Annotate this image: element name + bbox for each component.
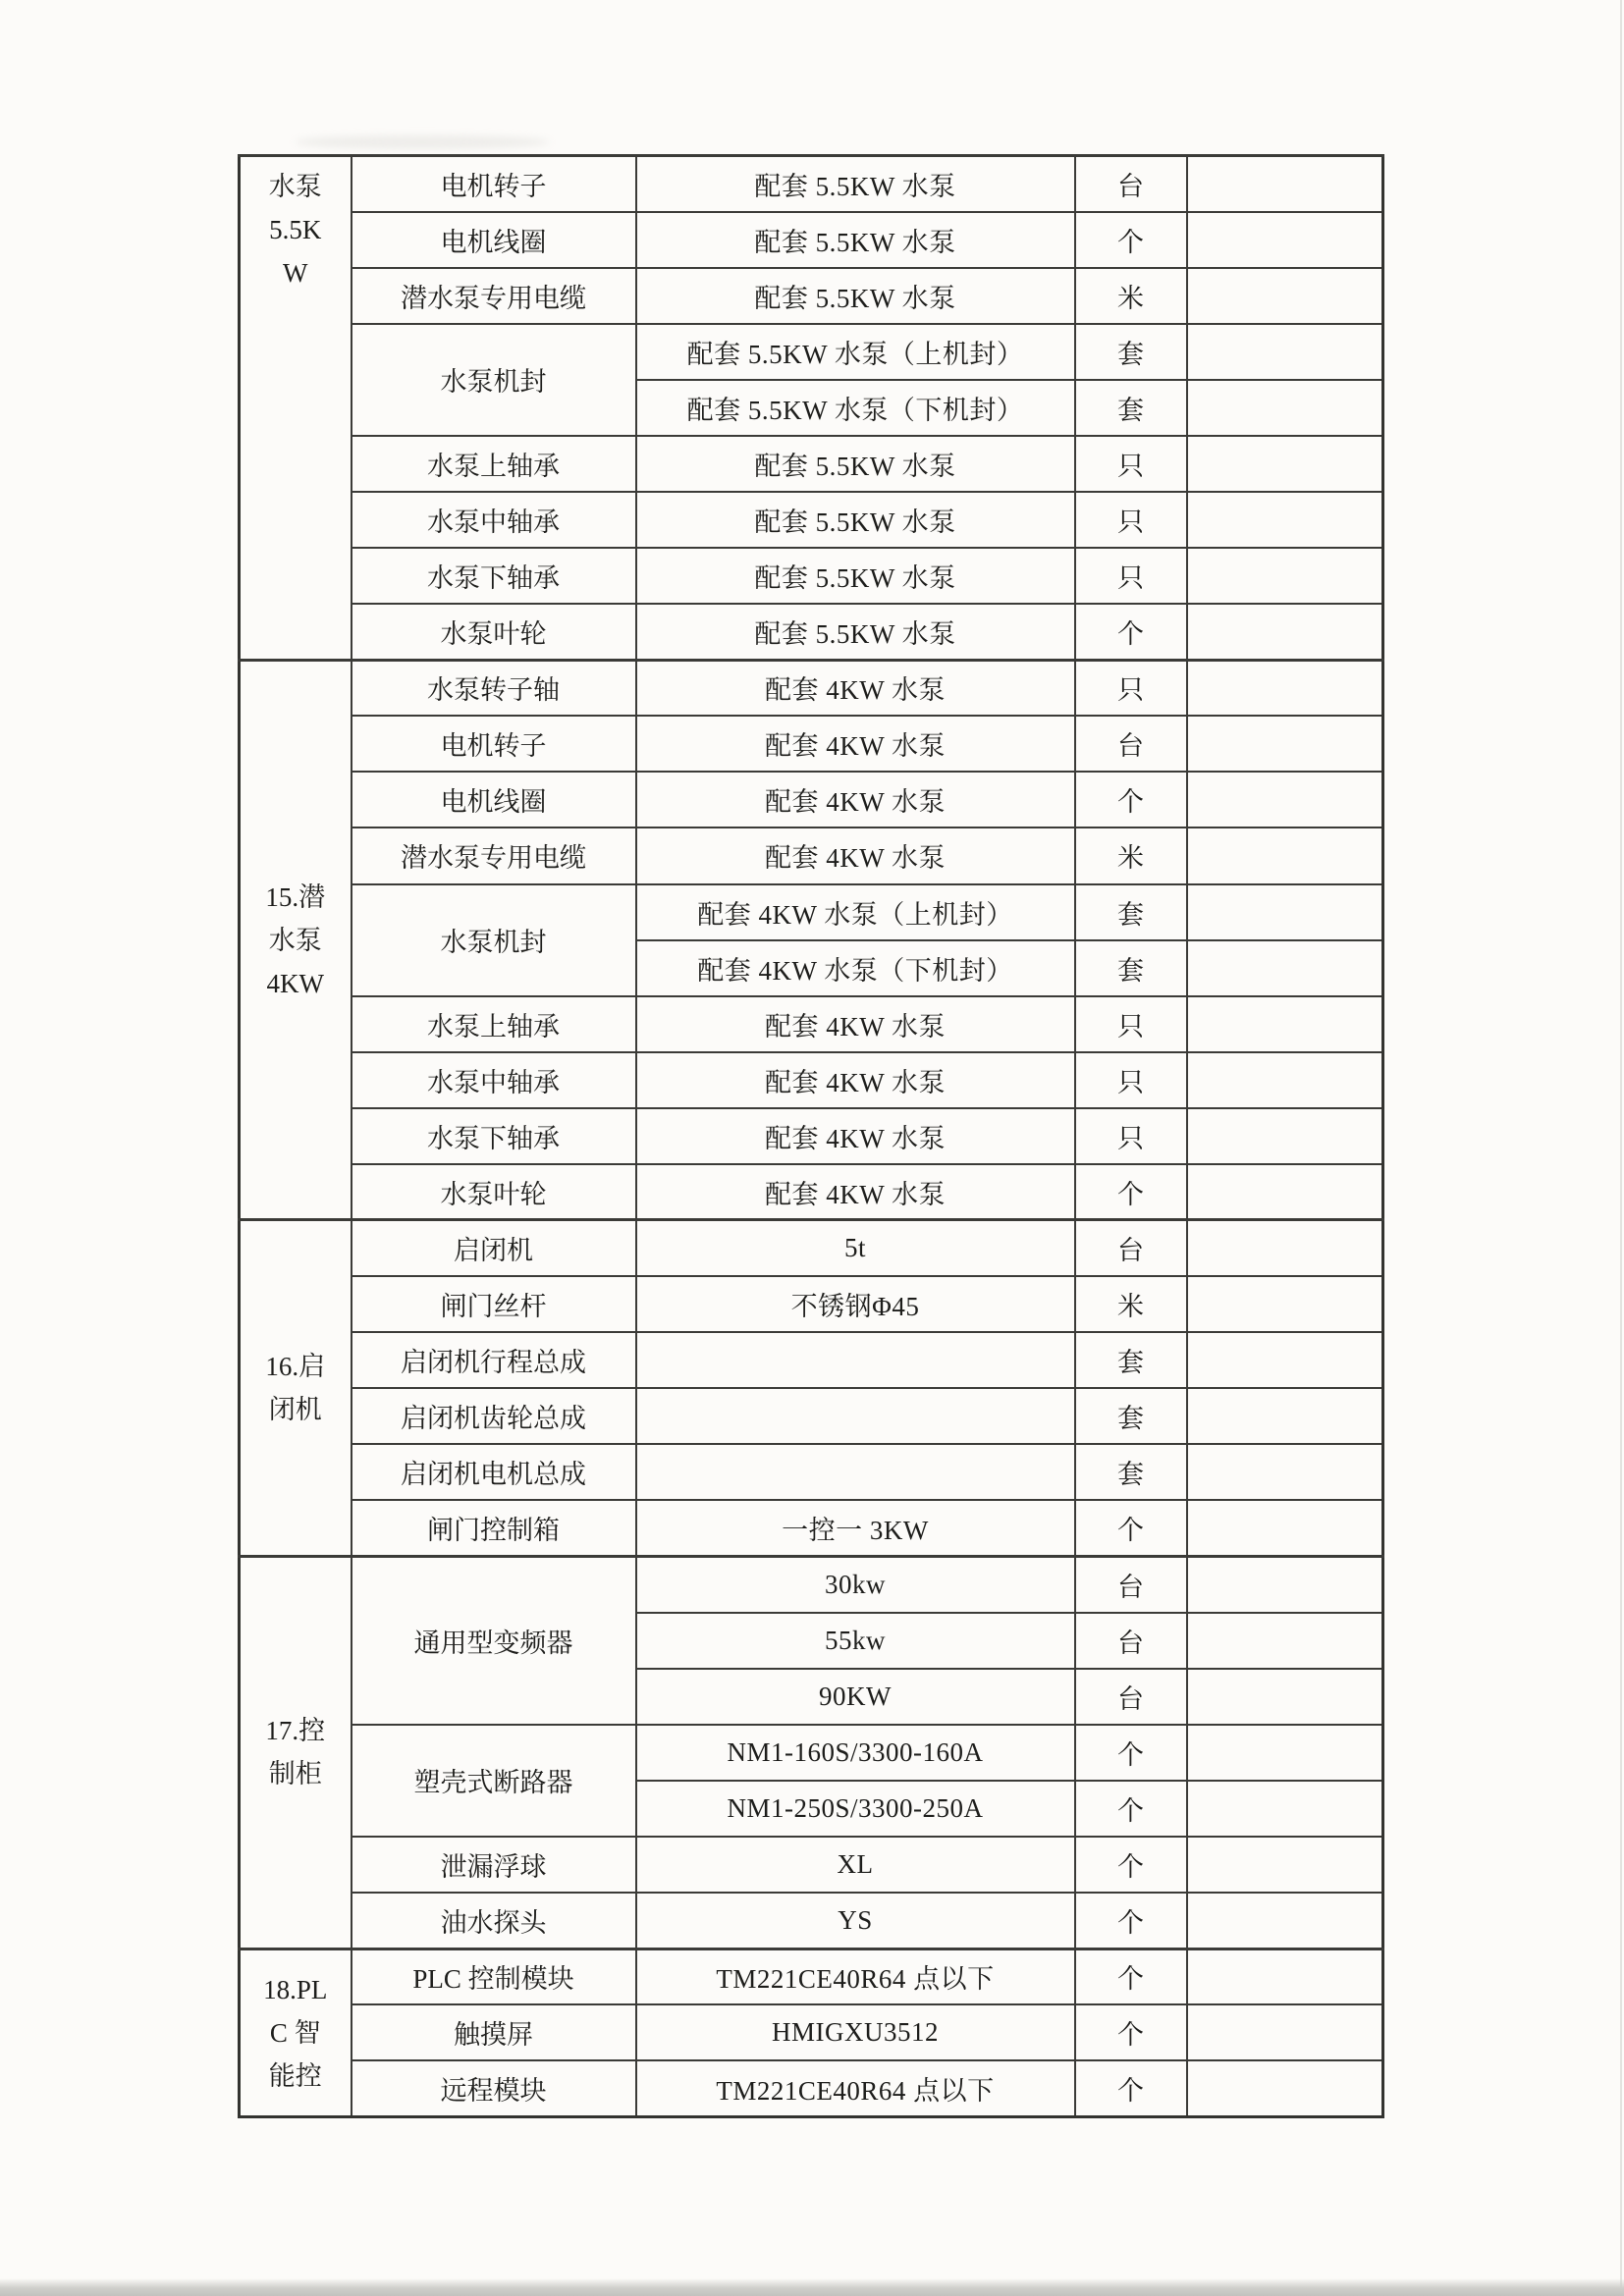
empty-cell bbox=[1187, 380, 1383, 436]
item-cell: 水泵上轴承 bbox=[352, 996, 636, 1052]
spec-cell: 配套 4KW 水泵 bbox=[636, 996, 1075, 1052]
table-row bbox=[240, 1949, 1383, 2004]
spec-cell: 配套 5.5KW 水泵 bbox=[636, 548, 1075, 604]
scan-smudge-artifact bbox=[295, 135, 550, 149]
item-cell: 触摸屏 bbox=[352, 2004, 636, 2060]
empty-cell bbox=[1187, 436, 1383, 492]
empty-cell bbox=[1187, 1444, 1383, 1500]
empty-cell bbox=[1187, 772, 1383, 828]
spec-cell: 配套 4KW 水泵（上机封） bbox=[636, 884, 1075, 940]
empty-cell bbox=[1187, 716, 1383, 772]
table-row bbox=[240, 1276, 1383, 1332]
table-row bbox=[240, 156, 1383, 212]
empty-cell bbox=[1187, 1949, 1383, 2004]
spec-cell: NM1-250S/3300-250A bbox=[636, 1781, 1075, 1837]
table-row bbox=[240, 2004, 1383, 2060]
item-cell: 油水探头 bbox=[352, 1893, 636, 1949]
unit-cell: 套 bbox=[1075, 324, 1187, 380]
table-row bbox=[240, 2060, 1383, 2116]
category-line: 18.PL bbox=[263, 1974, 328, 2004]
spec-cell: 5t bbox=[636, 1220, 1075, 1276]
category-cell bbox=[240, 156, 352, 661]
empty-cell bbox=[1187, 1781, 1383, 1837]
empty-cell bbox=[1187, 1220, 1383, 1276]
spec-cell: 配套 4KW 水泵 bbox=[636, 828, 1075, 883]
item-cell: 水泵中轴承 bbox=[352, 1052, 636, 1108]
spec-cell: HMIGXU3512 bbox=[636, 2004, 1075, 2060]
empty-cell bbox=[1187, 1837, 1383, 1893]
spec-cell: 90KW bbox=[636, 1669, 1075, 1725]
empty-cell bbox=[1187, 156, 1383, 212]
empty-cell bbox=[1187, 1388, 1383, 1444]
table-row bbox=[240, 1725, 1383, 1781]
unit-cell: 只 bbox=[1075, 996, 1187, 1052]
item-cell: 水泵叶轮 bbox=[352, 1164, 636, 1220]
table-row bbox=[240, 660, 1383, 716]
unit-cell: 米 bbox=[1075, 1276, 1187, 1332]
spec-cell: 55kw bbox=[636, 1613, 1075, 1669]
spec-cell: 配套 5.5KW 水泵 bbox=[636, 604, 1075, 660]
category-line: 4KW bbox=[266, 968, 324, 998]
category-cell bbox=[240, 1556, 352, 1949]
item-cell: 启闭机行程总成 bbox=[352, 1332, 636, 1388]
table-row bbox=[240, 1893, 1383, 1949]
unit-cell: 个 bbox=[1075, 1837, 1187, 1893]
empty-cell bbox=[1187, 548, 1383, 604]
spec-cell: 不锈钢Φ45 bbox=[636, 1276, 1075, 1332]
item-cell: 电机线圈 bbox=[352, 212, 636, 268]
table-row bbox=[240, 716, 1383, 772]
unit-cell: 只 bbox=[1075, 436, 1187, 492]
empty-cell bbox=[1187, 1108, 1383, 1164]
unit-cell: 个 bbox=[1075, 604, 1187, 660]
spec-cell: 配套 5.5KW 水泵 bbox=[636, 492, 1075, 548]
unit-cell: 只 bbox=[1075, 1052, 1187, 1108]
spec-cell: 配套 5.5KW 水泵 bbox=[636, 156, 1075, 212]
table-row bbox=[240, 324, 1383, 380]
table-row bbox=[240, 268, 1383, 324]
table-row bbox=[240, 1500, 1383, 1556]
item-cell: 启闭机电机总成 bbox=[352, 1444, 636, 1500]
unit-cell: 只 bbox=[1075, 1108, 1187, 1164]
unit-cell: 只 bbox=[1075, 548, 1187, 604]
table-row bbox=[240, 1556, 1383, 1612]
category-line: 15.潜 bbox=[265, 881, 326, 912]
parts-table bbox=[238, 154, 1384, 2118]
unit-cell: 只 bbox=[1075, 660, 1187, 716]
table-row bbox=[240, 1052, 1383, 1108]
item-cell: 启闭机齿轮总成 bbox=[352, 1388, 636, 1444]
empty-cell bbox=[1187, 1332, 1383, 1388]
item-cell: 水泵叶轮 bbox=[352, 604, 636, 660]
empty-cell bbox=[1187, 1613, 1383, 1669]
category-line: W bbox=[283, 258, 308, 288]
item-cell: 潜水泵专用电缆 bbox=[352, 268, 636, 324]
table-row bbox=[240, 884, 1383, 940]
spec-cell: 配套 5.5KW 水泵 bbox=[636, 212, 1075, 268]
category-line: 制柜 bbox=[268, 1759, 322, 1789]
empty-cell bbox=[1187, 1893, 1383, 1949]
empty-cell bbox=[1187, 996, 1383, 1052]
spec-cell: 配套 4KW 水泵 bbox=[636, 772, 1075, 828]
empty-cell bbox=[1187, 660, 1383, 716]
empty-cell bbox=[1187, 212, 1383, 268]
unit-cell: 台 bbox=[1075, 1556, 1187, 1612]
unit-cell: 个 bbox=[1075, 2060, 1187, 2116]
table-row bbox=[240, 1444, 1383, 1500]
item-cell: 塑壳式断路器 bbox=[352, 1725, 636, 1837]
spec-cell: 配套 5.5KW 水泵（上机封） bbox=[636, 324, 1075, 380]
spec-cell: YS bbox=[636, 1893, 1075, 1949]
spec-cell: XL bbox=[636, 1837, 1075, 1893]
item-cell: 闸门控制箱 bbox=[352, 1500, 636, 1556]
category-cell bbox=[240, 660, 352, 1220]
item-cell: 启闭机 bbox=[352, 1220, 636, 1276]
unit-cell: 台 bbox=[1075, 156, 1187, 212]
unit-cell: 台 bbox=[1075, 716, 1187, 772]
unit-cell: 套 bbox=[1075, 940, 1187, 996]
empty-cell bbox=[1187, 604, 1383, 660]
spec-cell: TM221CE40R64 点以下 bbox=[636, 1949, 1075, 2004]
item-cell: 水泵机封 bbox=[352, 884, 636, 996]
unit-cell: 个 bbox=[1075, 1949, 1187, 2004]
unit-cell: 米 bbox=[1075, 828, 1187, 883]
unit-cell: 米 bbox=[1075, 268, 1187, 324]
table-row bbox=[240, 996, 1383, 1052]
table-row bbox=[240, 828, 1383, 883]
unit-cell: 个 bbox=[1075, 1781, 1187, 1837]
item-cell: 电机线圈 bbox=[352, 772, 636, 828]
spec-cell: 配套 5.5KW 水泵（下机封） bbox=[636, 380, 1075, 436]
table-row bbox=[240, 772, 1383, 828]
empty-cell bbox=[1187, 884, 1383, 940]
spec-cell: 30kw bbox=[636, 1556, 1075, 1612]
spec-cell bbox=[636, 1332, 1075, 1388]
item-cell: 电机转子 bbox=[352, 716, 636, 772]
empty-cell bbox=[1187, 324, 1383, 380]
table-row bbox=[240, 604, 1383, 660]
category-line: 17.控 bbox=[265, 1716, 326, 1746]
spec-cell: 配套 5.5KW 水泵 bbox=[636, 268, 1075, 324]
table-row bbox=[240, 548, 1383, 604]
empty-cell bbox=[1187, 1556, 1383, 1612]
table-row bbox=[240, 1164, 1383, 1220]
empty-cell bbox=[1187, 268, 1383, 324]
empty-cell bbox=[1187, 828, 1383, 883]
unit-cell: 个 bbox=[1075, 2004, 1187, 2060]
spec-cell: 配套 4KW 水泵 bbox=[636, 1108, 1075, 1164]
table-row bbox=[240, 1220, 1383, 1276]
spec-cell: 配套 4KW 水泵 bbox=[636, 1164, 1075, 1220]
empty-cell bbox=[1187, 1669, 1383, 1725]
unit-cell: 个 bbox=[1075, 1500, 1187, 1556]
unit-cell: 台 bbox=[1075, 1613, 1187, 1669]
table-row bbox=[240, 436, 1383, 492]
spec-cell: TM221CE40R64 点以下 bbox=[636, 2060, 1075, 2116]
parts-table-body bbox=[240, 156, 1383, 2117]
spec-cell: 配套 4KW 水泵 bbox=[636, 716, 1075, 772]
category-line: 闭机 bbox=[268, 1395, 322, 1425]
spec-cell: 配套 4KW 水泵（下机封） bbox=[636, 940, 1075, 996]
item-cell: PLC 控制模块 bbox=[352, 1949, 636, 2004]
unit-cell: 套 bbox=[1075, 380, 1187, 436]
table-row bbox=[240, 492, 1383, 548]
item-cell: 潜水泵专用电缆 bbox=[352, 828, 636, 883]
category-line: 5.5K bbox=[269, 215, 322, 244]
category-line: 能控 bbox=[268, 2060, 322, 2091]
scan-shadow-band bbox=[0, 2278, 1624, 2296]
unit-cell: 台 bbox=[1075, 1220, 1187, 1276]
item-cell: 通用型变频器 bbox=[352, 1556, 636, 1724]
unit-cell: 个 bbox=[1075, 1893, 1187, 1949]
item-cell: 水泵上轴承 bbox=[352, 436, 636, 492]
table-row bbox=[240, 212, 1383, 268]
table-row bbox=[240, 1837, 1383, 1893]
spec-cell: 配套 4KW 水泵 bbox=[636, 1052, 1075, 1108]
empty-cell bbox=[1187, 1725, 1383, 1781]
item-cell: 闸门丝杆 bbox=[352, 1276, 636, 1332]
table-row bbox=[240, 1108, 1383, 1164]
item-cell: 远程模块 bbox=[352, 2060, 636, 2116]
spec-cell: 一控一 3KW bbox=[636, 1500, 1075, 1556]
spec-cell: 配套 5.5KW 水泵 bbox=[636, 436, 1075, 492]
unit-cell: 套 bbox=[1075, 884, 1187, 940]
table-row bbox=[240, 1332, 1383, 1388]
unit-cell: 套 bbox=[1075, 1332, 1187, 1388]
category-line: C 智 bbox=[269, 2017, 321, 2048]
unit-cell: 个 bbox=[1075, 1164, 1187, 1220]
unit-cell: 个 bbox=[1075, 1725, 1187, 1781]
empty-cell bbox=[1187, 492, 1383, 548]
item-cell: 水泵下轴承 bbox=[352, 548, 636, 604]
category-cell bbox=[240, 1220, 352, 1556]
category-line: 水泵 bbox=[268, 925, 322, 955]
unit-cell: 只 bbox=[1075, 492, 1187, 548]
spec-cell: NM1-160S/3300-160A bbox=[636, 1725, 1075, 1781]
category-line: 水泵 bbox=[268, 172, 322, 201]
unit-cell: 台 bbox=[1075, 1669, 1187, 1725]
empty-cell bbox=[1187, 1164, 1383, 1220]
category-line: 16.启 bbox=[265, 1352, 326, 1382]
empty-cell bbox=[1187, 1500, 1383, 1556]
empty-cell bbox=[1187, 940, 1383, 996]
spec-cell bbox=[636, 1388, 1075, 1444]
empty-cell bbox=[1187, 2060, 1383, 2116]
scan-page-edge bbox=[1620, 0, 1622, 2296]
unit-cell: 套 bbox=[1075, 1444, 1187, 1500]
item-cell: 水泵中轴承 bbox=[352, 492, 636, 548]
unit-cell: 个 bbox=[1075, 772, 1187, 828]
empty-cell bbox=[1187, 1276, 1383, 1332]
table-row bbox=[240, 1388, 1383, 1444]
item-cell: 泄漏浮球 bbox=[352, 1837, 636, 1893]
item-cell: 水泵转子轴 bbox=[352, 660, 636, 716]
empty-cell bbox=[1187, 2004, 1383, 2060]
unit-cell: 个 bbox=[1075, 212, 1187, 268]
spec-cell: 配套 4KW 水泵 bbox=[636, 660, 1075, 716]
spec-cell bbox=[636, 1444, 1075, 1500]
empty-cell bbox=[1187, 1052, 1383, 1108]
unit-cell: 套 bbox=[1075, 1388, 1187, 1444]
item-cell: 电机转子 bbox=[352, 156, 636, 212]
category-cell bbox=[240, 1949, 352, 2117]
item-cell: 水泵机封 bbox=[352, 324, 636, 436]
item-cell: 水泵下轴承 bbox=[352, 1108, 636, 1164]
